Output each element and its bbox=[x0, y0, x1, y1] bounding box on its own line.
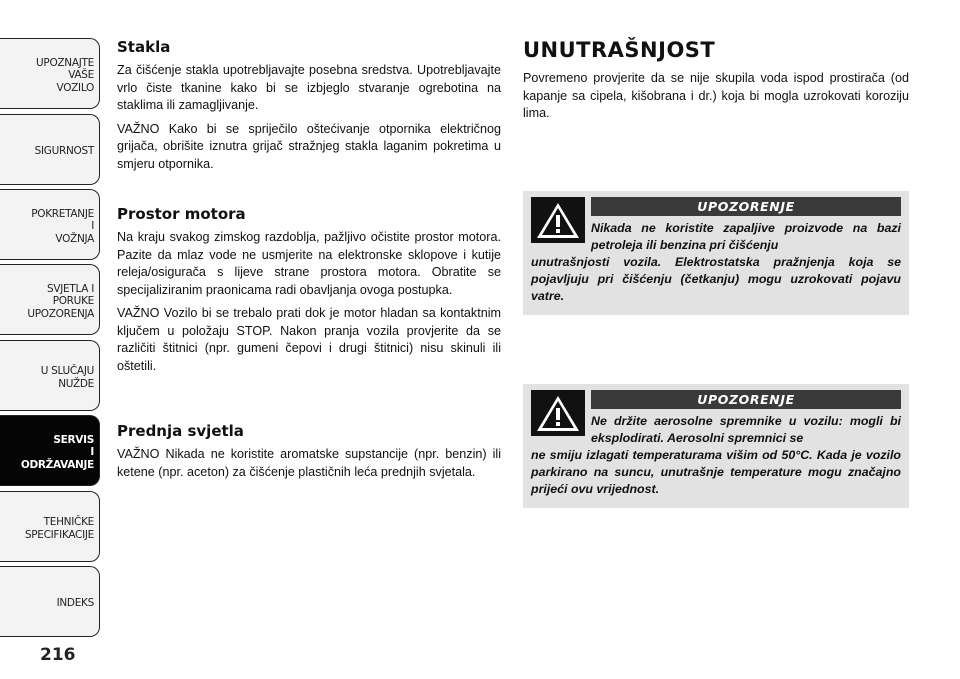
warning-rest: unutrašnjosti vozila. Elektrostatska pražnjenja koja se pojavljuju pri čišćenju (četkanju) mogu uzrokovati pojavu vatre. bbox=[531, 255, 901, 303]
tab-label: INDEKS bbox=[56, 597, 94, 610]
tab-label: U SLUČAJU bbox=[40, 365, 94, 377]
tab-label: TEHNIČKE bbox=[43, 516, 94, 528]
tab-svjetla[interactable] bbox=[0, 264, 100, 335]
warning-triangle-icon bbox=[531, 390, 585, 436]
tab-indeks[interactable] bbox=[0, 566, 100, 637]
tab-label: PORUKE bbox=[52, 295, 94, 308]
right-column bbox=[523, 38, 909, 123]
paragraph: VAŽNO Kako bi se spriječilo oštećivanje otpornika električnog grijača, obrišite iznutra grijač stražnjeg stakla laganim pokretima u smjeru otpornika. bbox=[117, 121, 501, 171]
warning-box bbox=[523, 384, 909, 508]
paragraph: Na kraju svakog zimskog razdoblja, pažljivo očistite prostor motora. Pazite da mlaz vode ne usmjerite na elektronske sklopove i kutije releja/osigurača s lijeve strane prostora motora. Obratite se specijaliziranim praonicama radi obavljanja ovoga postupka. bbox=[117, 230, 501, 297]
tab-pokretanje[interactable] bbox=[0, 189, 100, 260]
tab-label: POKRETANJE bbox=[31, 207, 94, 220]
tab-sigurnost[interactable] bbox=[0, 114, 100, 185]
section-heading: Prostor motora bbox=[117, 205, 246, 223]
section-prednja-svjetla bbox=[117, 422, 501, 487]
tab-upoznajte[interactable] bbox=[0, 38, 100, 109]
tab-label: SERVIS bbox=[53, 433, 94, 446]
tab-label: VOZILO bbox=[56, 81, 94, 94]
tab-servis[interactable] bbox=[0, 415, 100, 486]
warning-triangle-icon bbox=[531, 197, 585, 243]
tab-label: I bbox=[91, 220, 94, 233]
paragraph: Za čišćenje stakla upotrebljavajte posebna sredstva. Upotrebljavajte vrlo čiste tkanine kako bi se izbjeglo stvaranje ogrebotina na staklima ili zamagljivanje. bbox=[117, 63, 501, 112]
section-stakla bbox=[117, 38, 501, 179]
tab-label: NUŽDE bbox=[58, 377, 94, 390]
paragraph: VAŽNO Nikada ne koristite aromatske supstancije (npr. benzin) ili ketene (npr. aceton) za čišćenje plastičnih leća prednjih svjetala. bbox=[117, 447, 501, 479]
tab-label: VAŠE bbox=[68, 69, 94, 82]
warning-box bbox=[523, 191, 909, 315]
warning-banner: UPOZORENJE bbox=[591, 197, 901, 216]
tab-label: ODRŽAVANJE bbox=[20, 458, 94, 471]
warning-lead: Nikada ne koristite zapaljive proizvode na bazi petroleja ili benzina pri čišćenju bbox=[591, 221, 901, 252]
section-heading: Prednja svjetla bbox=[117, 422, 244, 440]
tab-label: SIGURNOST bbox=[34, 145, 94, 158]
warning-banner: UPOZORENJE bbox=[591, 390, 901, 409]
tab-label: VOŽNJA bbox=[55, 232, 94, 245]
warning-rest: ne smiju izlagati temperaturama višim od 50°C. Kada je vozilo parkirano na suncu, unutrašnje temperature mogu značajno prijeći ovu vrijednost. bbox=[531, 448, 901, 496]
warning-text bbox=[531, 220, 901, 305]
page-title: UNUTRAŠNJOST bbox=[523, 38, 716, 62]
tab-label: SPECIFIKACIJE bbox=[24, 528, 94, 541]
tab-label: SVJETLA I bbox=[46, 282, 94, 295]
tab-label: UPOZORENJA bbox=[27, 307, 94, 320]
tab-tehnicke[interactable] bbox=[0, 491, 100, 562]
tab-u-slucaju[interactable] bbox=[0, 340, 100, 411]
warning-lead: Ne držite aerosolne spremnike u vozilu: mogli bi eksplodirati. Aerosolni spremnici se bbox=[591, 414, 901, 445]
warning-text bbox=[531, 413, 901, 498]
tab-label: I bbox=[90, 446, 94, 459]
section-heading: Stakla bbox=[117, 38, 171, 56]
paragraph: Povremeno provjerite da se nije skupila voda ispod prostirača (od kapanje sa cipela, kišobrana i dr.) koja bi mogla uzrokovati koroziju lima. bbox=[523, 71, 909, 120]
page-number: 216 bbox=[40, 645, 76, 665]
tab-label: UPOZNAJTE bbox=[36, 56, 94, 69]
section-prostor-motora bbox=[117, 205, 501, 381]
paragraph: VAŽNO Vozilo bi se trebalo prati dok je motor hladan sa kontaktnim ključem u položaju STOP. Nakon pranja vozila provjerite da se različiti štitnici (npr. gumeni čepovi i drugi štitnici) nisu skinuli ili oštetili. bbox=[117, 306, 501, 373]
